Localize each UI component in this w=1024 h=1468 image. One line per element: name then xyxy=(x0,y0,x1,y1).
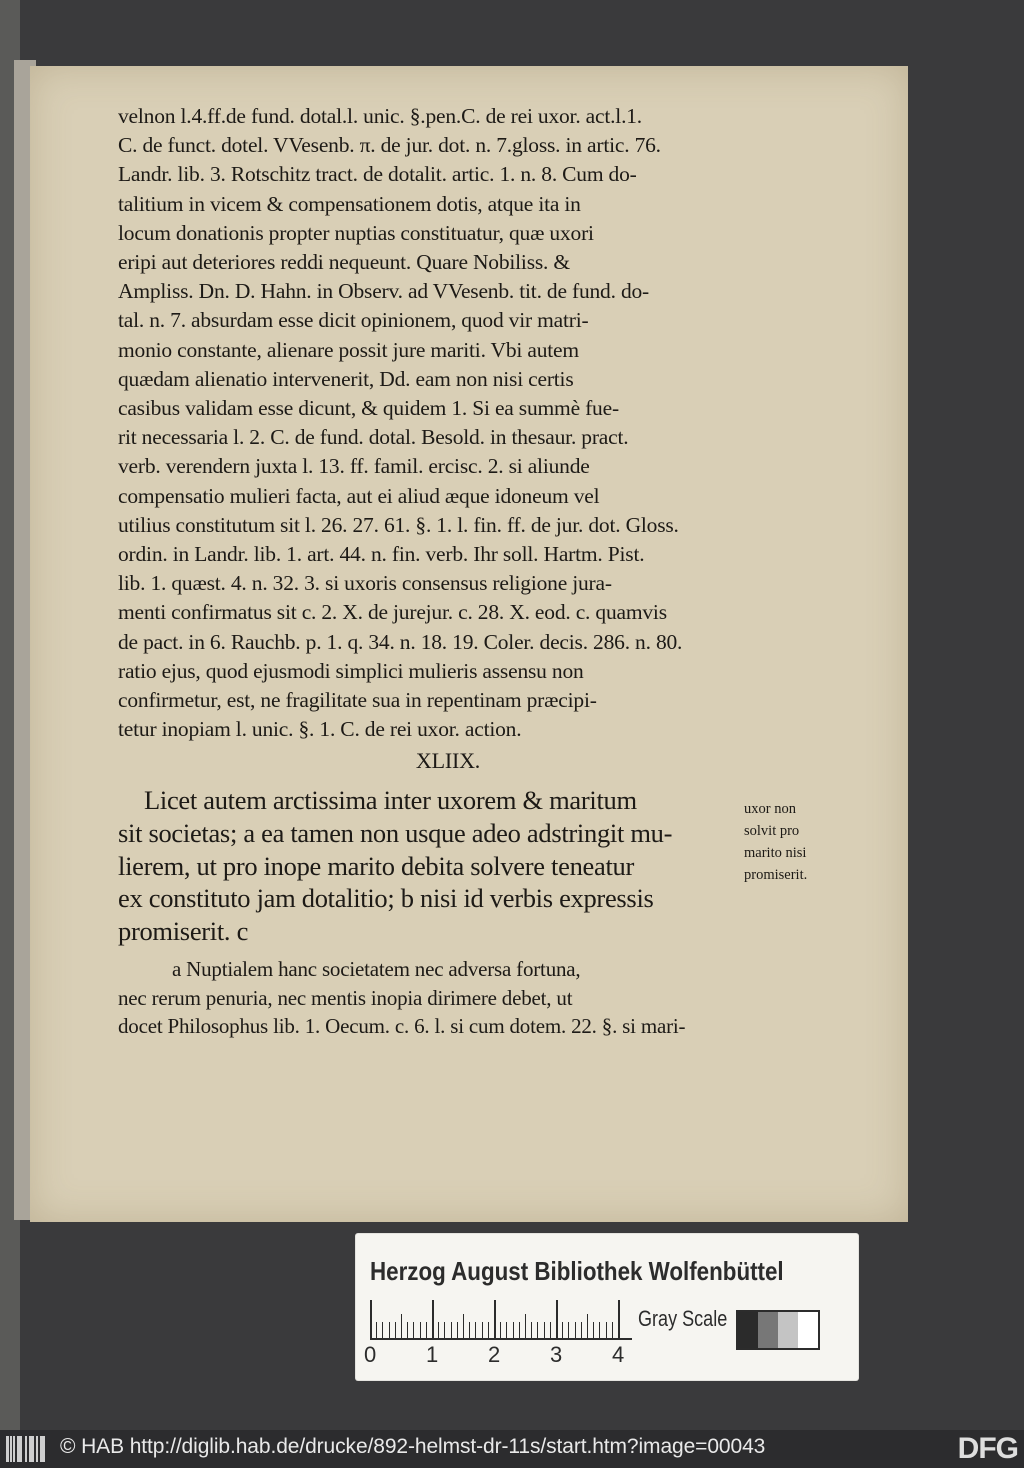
document-page xyxy=(30,66,908,1222)
ruler-tick xyxy=(426,1322,427,1340)
ruler-tick xyxy=(531,1322,532,1340)
gray-swatch xyxy=(798,1312,818,1348)
ruler-tick xyxy=(599,1322,600,1340)
ruler-tick xyxy=(438,1322,439,1340)
paragraph-line: ex constituto jam dotalitio; b nisi id verbis expressis xyxy=(118,883,654,914)
ruler-tick xyxy=(556,1300,558,1340)
text-line: velnon l.4.ff.de fund. dotal.l. unic. §.pen.C. de rei uxor. act.l.1. xyxy=(118,104,642,128)
barcode-icon xyxy=(6,1436,48,1462)
ruler-tick xyxy=(550,1322,551,1340)
ruler-tick xyxy=(581,1322,582,1340)
text-line: C. de funct. dotel. VVesenb. π. de jur. dot. n. 7.gloss. in artic. 76. xyxy=(118,133,661,158)
ruler-tick xyxy=(587,1314,588,1340)
text-line: rit necessaria l. 2. C. de fund. dotal. Besold. in thesaur. pract. xyxy=(118,425,629,450)
paragraph-line: lierem, ut pro inope marito debita solvere teneatur xyxy=(118,850,634,881)
gray-scale-swatches xyxy=(736,1310,820,1350)
ruler-tick xyxy=(575,1322,576,1340)
ruler-tick xyxy=(457,1322,458,1340)
footnote-line: nec rerum penuria, nec mentis inopia dirimere debet, ut xyxy=(118,985,573,1010)
ruler-tick xyxy=(469,1322,470,1340)
gray-scale-label: Gray Scale xyxy=(638,1306,728,1331)
text-line: tetur inopiam l. unic. §. 1. C. de rei uxor. action. xyxy=(118,717,522,742)
text-line: menti confirmatus sit c. 2. X. de jurejur. c. 28. X. eod. c. quamvis xyxy=(118,600,667,625)
scale-number: 4 xyxy=(612,1342,625,1367)
text-line: monio constante, alienare possit jure mariti. Vbi autem xyxy=(118,337,579,362)
text-line: tal. n. 7. absurdam esse dicit opinionem, quod vir matri- xyxy=(118,308,589,333)
text-line: casibus validam esse dicunt, & quidem 1. Si ea summè fue- xyxy=(118,396,619,421)
text-line: confirmetur, est, ne fragilitate sua in repentinam præcipi- xyxy=(118,688,597,713)
ruler-tick xyxy=(568,1322,569,1340)
margin-note-line: solvit pro xyxy=(744,823,800,839)
text-line: verb. verendern juxta l. 13. ff. famil. ercisc. 2. si aliunde xyxy=(118,454,590,479)
text-line: locum donationis propter nuptias constituatur, quæ uxori xyxy=(118,220,594,245)
margin-note xyxy=(744,798,874,886)
footer-bar xyxy=(0,1430,1024,1468)
ruler-tick xyxy=(519,1322,520,1340)
ruler-tick xyxy=(401,1314,402,1340)
ruler-tick xyxy=(606,1322,607,1340)
margin-note-line: uxor non xyxy=(744,801,796,817)
ruler-tick xyxy=(612,1322,613,1340)
copyright-url[interactable]: © HAB http://diglib.hab.de/drucke/892-helmst-dr-11s/start.htm?image=00043 xyxy=(60,1435,766,1458)
ruler-tick xyxy=(376,1322,377,1340)
gray-swatch xyxy=(738,1312,758,1348)
ruler-tick xyxy=(463,1314,464,1340)
ruler-tick xyxy=(451,1322,452,1340)
ruler-tick xyxy=(500,1322,501,1340)
gray-swatch xyxy=(778,1312,798,1348)
ruler-tick xyxy=(506,1322,507,1340)
ruler-tick xyxy=(420,1322,421,1340)
margin-note-line: promiserit. xyxy=(744,867,808,883)
paragraph-line: promiserit. c xyxy=(118,915,249,946)
section-heading: XLIIX. xyxy=(415,748,481,774)
page-text xyxy=(118,102,778,1041)
text-line: compensatio mulieri facta, aut ei aliud æque idoneum vel xyxy=(118,483,600,508)
paragraph-line: sit societas; a ea tamen non usque adeo adstringit mu- xyxy=(118,818,673,849)
color-target-card xyxy=(356,1234,858,1380)
ruler-tick xyxy=(389,1322,390,1340)
ruler-tick xyxy=(444,1322,445,1340)
text-line: Landr. lib. 3. Rotschitz tract. de dotalit. artic. 1. n. 8. Cum do- xyxy=(118,162,637,187)
ruler-tick xyxy=(475,1322,476,1340)
library-title: Herzog August Bibliothek Wolfenbüttel xyxy=(370,1256,784,1286)
gray-swatch xyxy=(758,1312,778,1348)
ruler-tick xyxy=(513,1322,514,1340)
ruler-tick xyxy=(407,1322,408,1340)
text-line: quædam alienatio intervenerit, Dd. eam non nisi certis xyxy=(118,366,574,391)
ruler-tick xyxy=(618,1300,620,1340)
text-line: Ampliss. Dn. D. Hahn. in Observ. ad VVesenb. tit. de fund. do- xyxy=(118,279,650,304)
footnote-line: docet Philosophus lib. 1. Oecum. c. 6. l. si cum dotem. 22. §. si mari- xyxy=(118,1014,686,1039)
ruler-tick xyxy=(488,1322,489,1340)
ruler-tick xyxy=(537,1322,538,1340)
ruler-tick xyxy=(382,1322,383,1340)
scale-ruler xyxy=(370,1298,632,1340)
text-line: de pact. in 6. Rauchb. p. 1. q. 34. n. 18. 19. Coler. decis. 286. n. 80. xyxy=(118,629,683,654)
ruler-tick xyxy=(413,1322,414,1340)
margin-note-line: marito nisi xyxy=(744,845,807,861)
scale-number: 3 xyxy=(550,1342,563,1367)
text-line: talitium in vicem & compensationem dotis, atque ita in xyxy=(118,191,581,216)
ruler-tick xyxy=(395,1322,396,1340)
scale-number: 0 xyxy=(364,1342,377,1367)
scale-number: 2 xyxy=(488,1342,501,1367)
text-line: utilius constitutum sit l. 26. 27. 61. §. 1. l. fin. ff. de jur. dot. Gloss. xyxy=(118,512,679,537)
text-line: eripi aut deteriores reddi nequeunt. Quare Nobiliss. & xyxy=(118,250,570,275)
ruler-tick xyxy=(525,1314,526,1340)
ruler-tick xyxy=(562,1322,563,1340)
ruler-tick xyxy=(370,1300,372,1340)
ruler-tick xyxy=(494,1300,496,1340)
text-line: ratio ejus, quod ejusmodi simplici mulieris assensu non xyxy=(118,658,584,683)
paragraph-line: Licet autem arctissima inter uxorem & maritum xyxy=(144,785,637,816)
ruler-tick xyxy=(432,1300,434,1340)
ruler-tick xyxy=(544,1322,545,1340)
ruler-tick xyxy=(482,1322,483,1340)
footnote-line: a Nuptialem hanc societatem nec adversa fortuna, xyxy=(172,957,581,982)
scale-numbers xyxy=(364,1342,634,1370)
scale-number: 1 xyxy=(426,1342,439,1367)
text-line: ordin. in Landr. lib. 1. art. 44. n. fin. verb. Ihr soll. Hartm. Pist. xyxy=(118,542,645,567)
text-line: lib. 1. quæst. 4. n. 32. 3. si uxoris consensus religione jura- xyxy=(118,571,612,596)
dfg-logo: DFG xyxy=(957,1432,1018,1465)
ruler-tick xyxy=(593,1322,594,1340)
